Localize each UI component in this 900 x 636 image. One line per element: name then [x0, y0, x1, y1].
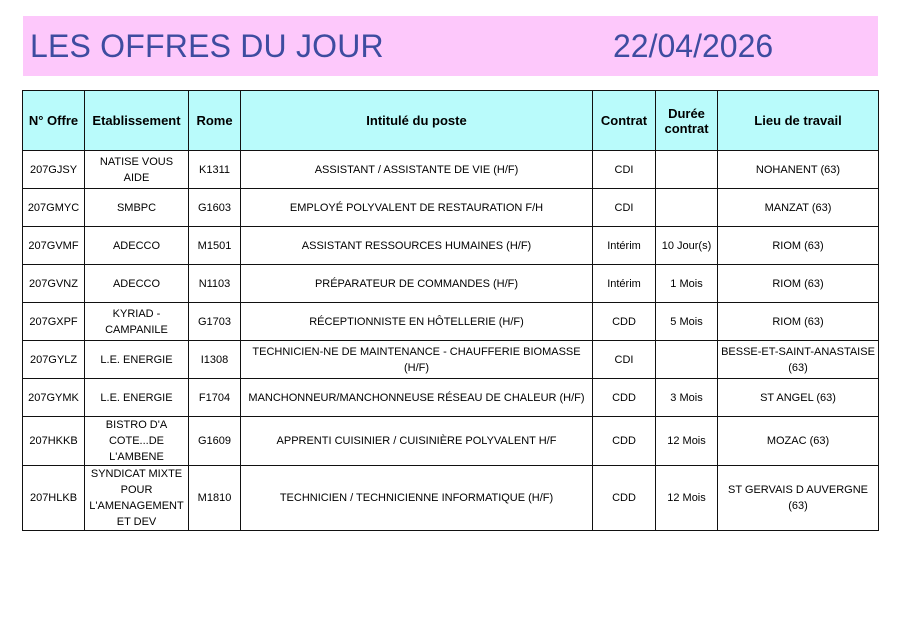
cell-duree: 12 Mois — [656, 466, 718, 531]
cell-lieu: ST GERVAIS D AUVERGNE (63) — [718, 466, 879, 531]
table-row — [23, 341, 879, 379]
cell-rome: M1810 — [189, 466, 241, 531]
cell-etablissement: L.E. ENERGIE — [85, 341, 189, 379]
cell-contrat: CDD — [593, 417, 656, 466]
cell-etablissement: KYRIAD - CAMPANILE — [85, 303, 189, 341]
table-row — [23, 151, 879, 189]
cell-offre: 207GJSY — [23, 151, 85, 189]
cell-intitule: APPRENTI CUISINIER / CUISINIÈRE POLYVALENT H/F — [241, 417, 593, 466]
cell-contrat: CDD — [593, 379, 656, 417]
cell-intitule: TECHNICIEN-NE DE MAINTENANCE - CHAUFFERIE BIOMASSE (H/F) — [241, 341, 593, 379]
cell-intitule: PRÉPARATEUR DE COMMANDES (H/F) — [241, 265, 593, 303]
cell-lieu: RIOM (63) — [718, 227, 879, 265]
table-row — [23, 466, 879, 531]
cell-intitule: EMPLOYÉ POLYVALENT DE RESTAURATION F/H — [241, 189, 593, 227]
cell-duree — [656, 341, 718, 379]
cell-contrat: CDI — [593, 341, 656, 379]
cell-intitule: TECHNICIEN / TECHNICIENNE INFORMATIQUE (H/F) — [241, 466, 593, 531]
col-header-offre: N° Offre — [23, 91, 85, 151]
cell-rome: G1609 — [189, 417, 241, 466]
table-header-row — [23, 91, 879, 151]
cell-rome: K1311 — [189, 151, 241, 189]
cell-contrat: CDD — [593, 466, 656, 531]
table-row — [23, 379, 879, 417]
cell-etablissement: BISTRO D'A COTE...DE L'AMBENE — [85, 417, 189, 466]
cell-duree — [656, 189, 718, 227]
page-header — [23, 16, 878, 76]
cell-intitule: ASSISTANT RESSOURCES HUMAINES (H/F) — [241, 227, 593, 265]
cell-lieu: RIOM (63) — [718, 303, 879, 341]
cell-lieu: RIOM (63) — [718, 265, 879, 303]
cell-contrat: CDD — [593, 303, 656, 341]
cell-duree — [656, 151, 718, 189]
page-date: 22/04/2026 — [613, 28, 774, 64]
cell-rome: M1501 — [189, 227, 241, 265]
cell-intitule: MANCHONNEUR/MANCHONNEUSE RÉSEAU DE CHALEUR (H/F) — [241, 379, 593, 417]
col-header-etablissement: Etablissement — [85, 91, 189, 151]
cell-rome: I1308 — [189, 341, 241, 379]
offers-table — [22, 90, 879, 531]
page-title: LES OFFRES DU JOUR — [30, 28, 384, 64]
col-header-duree: Durée contrat — [656, 91, 718, 151]
cell-offre: 207GVMF — [23, 227, 85, 265]
cell-offre: 207GYMK — [23, 379, 85, 417]
cell-etablissement: L.E. ENERGIE — [85, 379, 189, 417]
cell-offre: 207GVNZ — [23, 265, 85, 303]
cell-offre: 207HKKB — [23, 417, 85, 466]
cell-contrat: CDI — [593, 151, 656, 189]
cell-duree: 3 Mois — [656, 379, 718, 417]
cell-duree: 5 Mois — [656, 303, 718, 341]
cell-duree: 12 Mois — [656, 417, 718, 466]
cell-lieu: MANZAT (63) — [718, 189, 879, 227]
table-row — [23, 265, 879, 303]
cell-rome: N1103 — [189, 265, 241, 303]
cell-duree: 1 Mois — [656, 265, 718, 303]
cell-contrat: Intérim — [593, 227, 656, 265]
cell-rome: F1704 — [189, 379, 241, 417]
cell-etablissement: NATISE VOUS AIDE — [85, 151, 189, 189]
cell-contrat: CDI — [593, 189, 656, 227]
cell-etablissement: SMBPC — [85, 189, 189, 227]
cell-lieu: MOZAC (63) — [718, 417, 879, 466]
cell-etablissement: ADECCO — [85, 227, 189, 265]
cell-lieu: BESSE-ET-SAINT-ANASTAISE (63) — [718, 341, 879, 379]
cell-offre: 207HLKB — [23, 466, 85, 531]
table-row — [23, 303, 879, 341]
col-header-lieu: Lieu de travail — [718, 91, 879, 151]
cell-offre: 207GMYC — [23, 189, 85, 227]
cell-rome: G1603 — [189, 189, 241, 227]
cell-intitule: ASSISTANT / ASSISTANTE DE VIE (H/F) — [241, 151, 593, 189]
cell-etablissement: ADECCO — [85, 265, 189, 303]
cell-duree: 10 Jour(s) — [656, 227, 718, 265]
cell-etablissement: SYNDICAT MIXTE POUR L'AMENAGEMENT ET DEV — [85, 466, 189, 531]
cell-contrat: Intérim — [593, 265, 656, 303]
cell-intitule: RÉCEPTIONNISTE EN HÔTELLERIE (H/F) — [241, 303, 593, 341]
col-header-rome: Rome — [189, 91, 241, 151]
col-header-contrat: Contrat — [593, 91, 656, 151]
table-row — [23, 189, 879, 227]
cell-offre: 207GXPF — [23, 303, 85, 341]
cell-offre: 207GYLZ — [23, 341, 85, 379]
cell-lieu: ST ANGEL (63) — [718, 379, 879, 417]
cell-rome: G1703 — [189, 303, 241, 341]
table-row — [23, 417, 879, 466]
table-row — [23, 227, 879, 265]
col-header-intitule: Intitulé du poste — [241, 91, 593, 151]
cell-lieu: NOHANENT (63) — [718, 151, 879, 189]
